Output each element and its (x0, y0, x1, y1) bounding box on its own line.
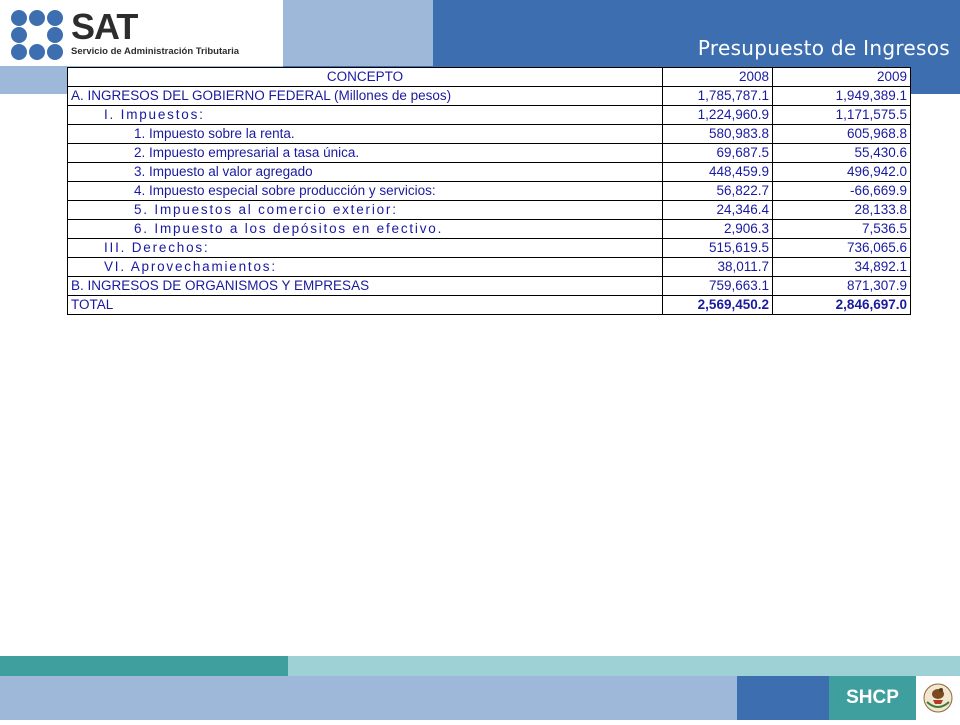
row-value-2009: 55,430.6 (773, 144, 911, 163)
col-header-2009: 2009 (773, 68, 911, 87)
footer-band-dark (737, 676, 829, 720)
sat-logo (0, 0, 283, 66)
row-concept: 4. Impuesto especial sobre producción y servicios: (68, 182, 663, 201)
total-value-2009: 2,846,697.0 (773, 296, 911, 315)
row-concept: I. Impuestos: (68, 106, 663, 125)
shcp-logo: SHCP (829, 676, 916, 720)
total-value-2008: 2,569,450.2 (663, 296, 773, 315)
row-value-2008: 38,011.7 (663, 258, 773, 277)
footer-band-teal (0, 656, 288, 676)
row-concept: 6. Impuesto a los depósitos en efectivo. (68, 220, 663, 239)
logo-subtitle: Servicio de Administración Tributaria (71, 46, 240, 57)
logo-text: SAT (71, 6, 138, 47)
row-value-2008: 24,346.4 (663, 201, 773, 220)
row-value-2009: -66,669.9 (773, 182, 911, 201)
col-header-concepto: CONCEPTO (68, 68, 663, 87)
row-concept: 1. Impuesto sobre la renta. (68, 125, 663, 144)
table-row (68, 258, 911, 277)
table-row (68, 201, 911, 220)
table-row (68, 144, 911, 163)
row-concept: VI. Aprovechamientos: (68, 258, 663, 277)
table-row (68, 277, 911, 296)
row-value-2008: 69,687.5 (663, 144, 773, 163)
table-row (68, 106, 911, 125)
row-concept: 3. Impuesto al valor agregado (68, 163, 663, 182)
row-value-2008: 448,459.9 (663, 163, 773, 182)
table-header-row (68, 68, 911, 87)
mexico-seal-icon (916, 676, 960, 720)
table-row (68, 220, 911, 239)
table-total-row (68, 296, 911, 315)
footer-band-blue (0, 676, 737, 720)
row-value-2008: 759,663.1 (663, 277, 773, 296)
row-value-2009: 605,968.8 (773, 125, 911, 144)
table-row (68, 163, 911, 182)
row-value-2009: 496,942.0 (773, 163, 911, 182)
row-value-2009: 28,133.8 (773, 201, 911, 220)
row-value-2008: 580,983.8 (663, 125, 773, 144)
row-concept: A. INGRESOS DEL GOBIERNO FEDERAL (Millones de pesos) (68, 87, 663, 106)
page-title: Presupuesto de Ingresos (697, 36, 950, 60)
table-row (68, 87, 911, 106)
row-value-2008: 2,906.3 (663, 220, 773, 239)
row-concept: B. INGRESOS DE ORGANISMOS Y EMPRESAS (68, 277, 663, 296)
table-row (68, 182, 911, 201)
row-value-2009: 7,536.5 (773, 220, 911, 239)
total-label: TOTAL (68, 296, 663, 315)
row-value-2009: 871,307.9 (773, 277, 911, 296)
row-value-2009: 1,949,389.1 (773, 87, 911, 106)
row-concept: III. Derechos: (68, 239, 663, 258)
table-row (68, 125, 911, 144)
row-concept: 2. Impuesto empresarial a tasa única. (68, 144, 663, 163)
row-value-2008: 515,619.5 (663, 239, 773, 258)
row-value-2008: 1,224,960.9 (663, 106, 773, 125)
row-value-2009: 1,171,575.5 (773, 106, 911, 125)
row-value-2008: 1,785,787.1 (663, 87, 773, 106)
row-value-2009: 34,892.1 (773, 258, 911, 277)
table-row (68, 239, 911, 258)
budget-table (67, 67, 911, 315)
header-band-light (283, 0, 433, 66)
row-value-2008: 56,822.7 (663, 182, 773, 201)
row-concept: 5. Impuestos al comercio exterior: (68, 201, 663, 220)
sat-logo-dots-icon (11, 10, 63, 60)
col-header-2008: 2008 (663, 68, 773, 87)
footer-band-aqua (288, 656, 960, 676)
row-value-2009: 736,065.6 (773, 239, 911, 258)
